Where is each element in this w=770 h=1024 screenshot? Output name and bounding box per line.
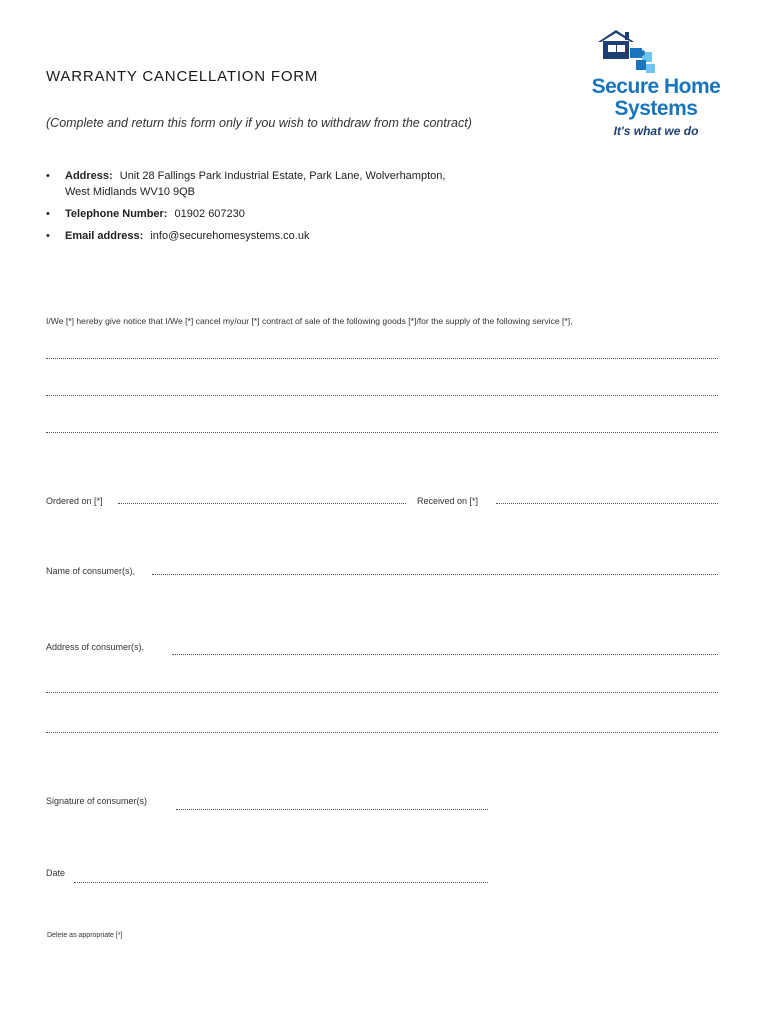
consumer-name-label: Name of consumer(s),	[46, 566, 136, 576]
date-field[interactable]	[74, 882, 488, 883]
contact-address	[46, 168, 445, 200]
logo-text-line2: Systems	[614, 97, 698, 120]
form-title: WARRANTY CANCELLATION FORM	[46, 68, 319, 85]
house-icon	[576, 28, 736, 78]
consumer-address-label: Address of consumer(s),	[46, 642, 145, 652]
contact-value: Unit 28 Fallings Park Industrial Estate, Park Lane, Wolverhampton,	[119, 170, 446, 182]
date-label: Date	[46, 868, 66, 878]
consumer-address-line-1[interactable]	[172, 654, 718, 655]
contact-email	[46, 228, 445, 244]
signature-field[interactable]	[176, 809, 488, 810]
footnote: Delete as appropriate [*]	[47, 932, 123, 939]
consumer-address-line-3[interactable]	[46, 732, 718, 733]
contact-value-line2: West Midlands WV10 9QB	[65, 186, 196, 198]
ordered-on-label: Ordered on [*]	[46, 496, 103, 506]
cancellation-notice: I/We [*] hereby give notice that I/We [*] cancel my/our [*] contract of sale of the following goods [*]/for the supply of the following service [*],	[46, 316, 573, 326]
received-on-field[interactable]	[496, 503, 718, 504]
signature-label: Signature of consumer(s)	[46, 796, 148, 806]
contact-value: 01902 607230	[174, 208, 245, 220]
contact-label: Address:	[65, 170, 113, 182]
goods-line-3[interactable]	[46, 432, 718, 433]
logo-tagline: It's what we do	[613, 124, 699, 138]
contact-label: Telephone Number:	[65, 208, 168, 220]
goods-line-1[interactable]	[46, 358, 718, 359]
contact-telephone	[46, 206, 445, 222]
contact-label: Email address:	[65, 230, 144, 242]
received-on-label: Received on [*]	[417, 496, 479, 506]
form-subtitle: (Complete and return this form only if you wish to withdraw from the contract)	[46, 116, 472, 130]
logo-text-line1: Secure Home	[591, 75, 721, 98]
consumer-name-field[interactable]	[152, 574, 718, 575]
goods-line-2[interactable]	[46, 395, 718, 396]
contact-value: info@securehomesystems.co.uk	[150, 230, 310, 242]
consumer-address-line-2[interactable]	[46, 692, 718, 693]
contact-list	[46, 168, 445, 250]
ordered-on-field[interactable]	[118, 503, 406, 504]
company-logo	[576, 28, 736, 143]
